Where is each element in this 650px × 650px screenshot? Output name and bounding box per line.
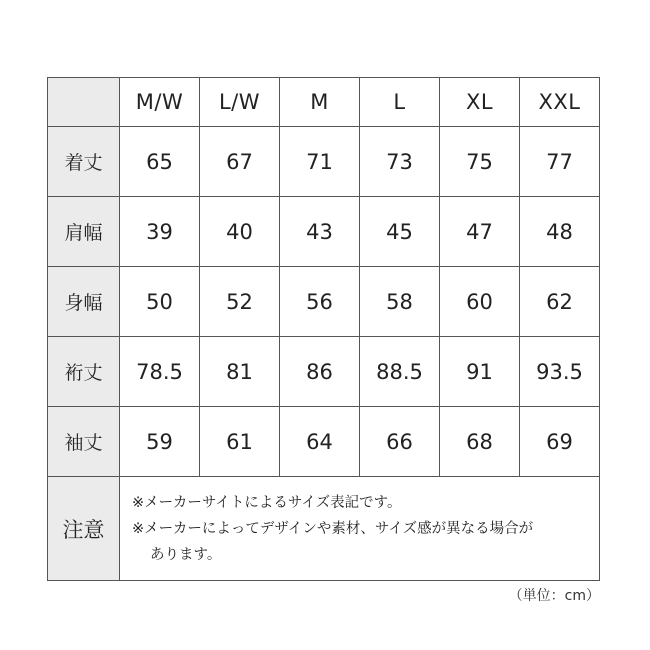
row-label: 肩幅 bbox=[48, 197, 120, 267]
size-header-xl: XL bbox=[440, 78, 520, 127]
table-cell: 68 bbox=[440, 407, 520, 477]
note-line: ※メーカーによってデザインや素材、サイズ感が異なる場合が bbox=[132, 520, 534, 537]
table-cell: 58 bbox=[360, 267, 440, 337]
row-label: 袖丈 bbox=[48, 407, 120, 477]
table-cell: 65 bbox=[120, 127, 200, 197]
size-header-xxl: XXL bbox=[520, 78, 600, 127]
table-cell: 67 bbox=[200, 127, 280, 197]
table-row bbox=[48, 407, 600, 477]
unit-label: （単位：cm） bbox=[508, 588, 600, 604]
row-label: 身幅 bbox=[48, 267, 120, 337]
table-cell: 93.5 bbox=[520, 337, 600, 407]
table-cell: 75 bbox=[440, 127, 520, 197]
table-cell: 64 bbox=[280, 407, 360, 477]
table-cell: 73 bbox=[360, 127, 440, 197]
table-cell: 62 bbox=[520, 267, 600, 337]
table-cell: 88.5 bbox=[360, 337, 440, 407]
note-label: 注意 bbox=[48, 477, 120, 581]
table-cell: 56 bbox=[280, 267, 360, 337]
table-cell: 43 bbox=[280, 197, 360, 267]
size-header-m: M bbox=[280, 78, 360, 127]
corner-cell bbox=[48, 78, 120, 127]
table-cell: 78.5 bbox=[120, 337, 200, 407]
table-cell: 61 bbox=[200, 407, 280, 477]
size-header-row bbox=[48, 78, 600, 127]
table-cell: 66 bbox=[360, 407, 440, 477]
size-header-lw: L/W bbox=[200, 78, 280, 127]
note-line: あります。 bbox=[150, 546, 222, 563]
table-cell: 39 bbox=[120, 197, 200, 267]
table-cell: 86 bbox=[280, 337, 360, 407]
table-cell: 81 bbox=[200, 337, 280, 407]
table-cell: 52 bbox=[200, 267, 280, 337]
table-cell: 47 bbox=[440, 197, 520, 267]
table-row bbox=[48, 127, 600, 197]
note-row bbox=[48, 477, 600, 581]
table-cell: 59 bbox=[120, 407, 200, 477]
table-row bbox=[48, 197, 600, 267]
size-header-mw: M/W bbox=[120, 78, 200, 127]
table-cell: 48 bbox=[520, 197, 600, 267]
note-text bbox=[120, 477, 600, 581]
size-header-l: L bbox=[360, 78, 440, 127]
table-cell: 71 bbox=[280, 127, 360, 197]
note-line: ※メーカーサイトによるサイズ表記です。 bbox=[132, 494, 402, 511]
table-cell: 69 bbox=[520, 407, 600, 477]
size-chart-table bbox=[47, 77, 600, 581]
table-cell: 40 bbox=[200, 197, 280, 267]
row-label: 裄丈 bbox=[48, 337, 120, 407]
table-cell: 91 bbox=[440, 337, 520, 407]
row-label: 着丈 bbox=[48, 127, 120, 197]
table-cell: 77 bbox=[520, 127, 600, 197]
table-cell: 45 bbox=[360, 197, 440, 267]
table-cell: 50 bbox=[120, 267, 200, 337]
table-row bbox=[48, 337, 600, 407]
table-row bbox=[48, 267, 600, 337]
table-cell: 60 bbox=[440, 267, 520, 337]
